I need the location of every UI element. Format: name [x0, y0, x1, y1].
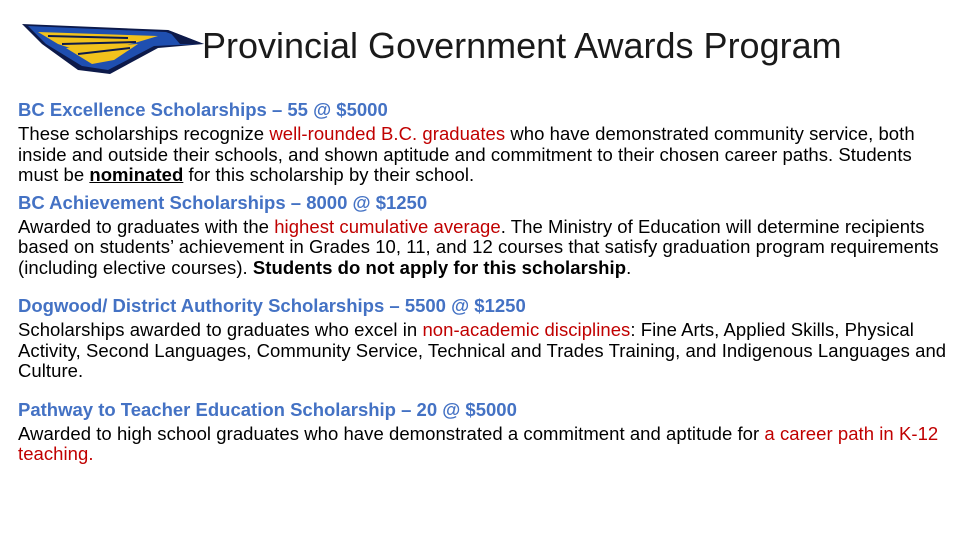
body-text: who have demonstrated community service, both inside and outside their schools, and shown aptitude and commitment to their chosen career paths. Students must be	[18, 123, 915, 185]
body-text: : Fine Arts, Applied Skills, Physical Activity, Second Languages, Community Service, Technical and Trades Training, and Indigenous Languages and Culture.	[18, 319, 947, 381]
section-bc-achievement	[18, 191, 948, 279]
emphasis-text: nominated	[89, 164, 184, 185]
section-bc-excellence	[18, 98, 948, 186]
highlight-text: highest cumulative average	[274, 215, 501, 237]
body-text: Scholarships awarded to graduates who excel in	[18, 319, 423, 340]
section-heading: BC Achievement Scholarships – 8000 @ $1250	[18, 191, 428, 213]
highlight-text: well-rounded B.C. graduates	[269, 123, 506, 144]
body-text: Awarded to high school graduates who have demonstrated a commitment and aptitude for	[18, 422, 765, 444]
section-heading: BC Excellence Scholarships – 55 @ $5000	[18, 99, 388, 120]
section-body	[18, 124, 948, 186]
slide-title: Provincial Government Awards Program	[202, 25, 842, 66]
section-body	[18, 424, 948, 465]
section-heading: Dogwood/ District Authority Scholarships – 5500 @ $1250	[18, 295, 526, 316]
section-body	[18, 217, 948, 279]
section-heading: Pathway to Teacher Education Scholarship – 20 @ $5000	[18, 398, 517, 420]
section-dogwood	[18, 294, 948, 382]
body-text: These scholarships recognize	[18, 123, 270, 144]
body-text: Awarded to graduates with the	[18, 215, 275, 237]
slide-content	[18, 98, 948, 465]
body-text: .	[626, 256, 632, 278]
body-text: . The Ministry of Education will determine recipients based on students’ achievement in Grades 10, 11, and 12 courses that satisfy graduation program requirements (including elective courses).	[18, 215, 939, 278]
section-body	[18, 320, 948, 382]
wings-logo-icon	[18, 14, 208, 78]
emphasis-text: Students do not apply for this scholarship	[252, 256, 627, 278]
highlight-text: non-academic disciplines	[422, 319, 631, 340]
highlight-text: a career path in K-12 teaching.	[18, 422, 939, 464]
section-pathway-teacher	[18, 398, 948, 465]
body-text: for this scholarship by their school.	[183, 164, 475, 185]
